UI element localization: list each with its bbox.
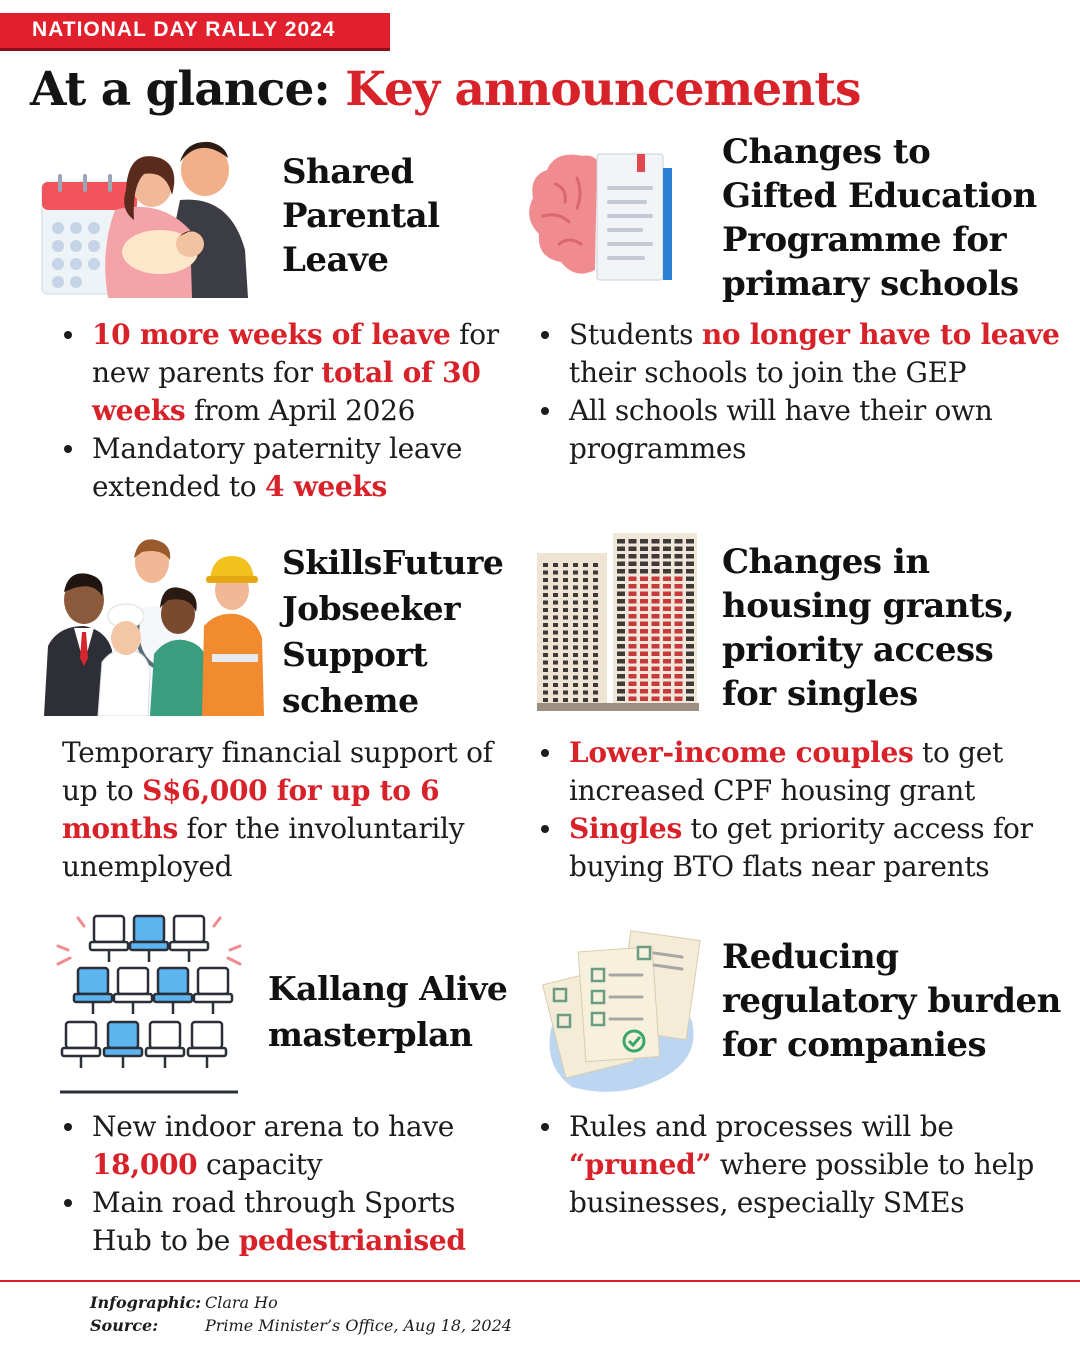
body-text-segment: Mandatory paternity leave extended to (92, 432, 463, 503)
section-title-kallang (268, 966, 507, 1058)
body-text-segment: for the involuntarily unemployed (62, 812, 465, 883)
credit-source (90, 1315, 512, 1337)
body-text-segment: to get increased CPF housing grant (569, 736, 1004, 807)
section-body-parental-leave (64, 316, 504, 506)
title-line: Parental (282, 196, 440, 236)
title-line: Kallang Alive (268, 969, 508, 1008)
title-line: housing grants, (722, 586, 1015, 626)
bullet-item (64, 1184, 504, 1260)
title-prefix: At a glance: (30, 62, 330, 117)
bullet-item (64, 1108, 504, 1184)
rally-tag-text: NATIONAL DAY RALLY 2024 (32, 18, 336, 41)
section-body-kallang (64, 1108, 504, 1260)
section-body-regulatory (541, 1108, 1061, 1222)
parents-with-baby-calendar-icon (40, 140, 255, 300)
workers-group-icon (44, 534, 269, 716)
body-text-segment: their schools to join the GEP (569, 356, 967, 389)
title-line: Shared (282, 152, 414, 192)
page-title (30, 62, 861, 117)
highlight-text: pedestrianised (238, 1224, 466, 1257)
section-body-skillsfuture (62, 734, 502, 886)
highlight-text: “pruned” (569, 1148, 712, 1181)
bullet-item (64, 316, 504, 430)
bullet-item (541, 392, 1061, 468)
body-paragraph (62, 734, 502, 886)
title-line: regulatory burden (722, 981, 1061, 1021)
body-text-segment: capacity (197, 1148, 323, 1181)
bullet-list (64, 1108, 504, 1260)
title-line: priority access (722, 630, 994, 670)
section-title-housing (722, 540, 1014, 716)
bullet-list (541, 734, 1061, 886)
checklist-documents-icon (542, 925, 702, 1095)
source-value: Prime Minister’s Office, Aug 18, 2024 (205, 1316, 512, 1335)
title-line: Programme for (722, 220, 1007, 260)
body-text-segment: to get priority access for buying BTO flats near parents (569, 812, 1033, 883)
title-line: primary schools (722, 264, 1019, 304)
highlight-text: Singles (569, 812, 682, 845)
highlight-text: S$6,000 for up to 6 months (62, 774, 440, 845)
bullet-item (541, 734, 1061, 810)
stadium-seats-icon (56, 908, 242, 1098)
body-text-segment: Temporary financial support of up to (62, 736, 493, 807)
bullet-list (541, 316, 1061, 468)
body-text-segment: where possible to help businesses, especially SMEs (569, 1148, 1034, 1219)
highlight-text: 10 more weeks of leave (92, 318, 451, 351)
highlight-text: Lower-income couples (569, 736, 914, 769)
source-label: Source: (90, 1316, 159, 1335)
title-line: Support (282, 635, 428, 674)
bullet-item (541, 810, 1061, 886)
body-text-segment: Main road through Sports Hub to be (92, 1186, 456, 1257)
title-line: for companies (722, 1025, 987, 1065)
credit-label: Infographic: (90, 1293, 202, 1312)
title-line: Jobseeker (282, 589, 461, 628)
highlight-text: no longer have to leave (701, 318, 1060, 351)
credit-value: Clara Ho (205, 1293, 278, 1312)
footer-divider (0, 1280, 1080, 1282)
bullet-item (64, 430, 504, 506)
bullet-list (541, 1108, 1061, 1222)
title-line: Changes in (722, 542, 930, 582)
hdb-blocks-icon (537, 533, 699, 711)
bullet-item (541, 1108, 1061, 1222)
highlight-text: 18,000 (92, 1148, 198, 1181)
title-line: SkillsFuture (282, 543, 504, 582)
body-text-segment: All schools will have their own programmes (569, 394, 993, 465)
title-line: Reducing (722, 937, 899, 977)
title-line: masterplan (268, 1015, 473, 1054)
section-title-regulatory (722, 935, 1061, 1067)
body-text-segment: from April 2026 (185, 394, 416, 427)
highlight-text: total of 30 weeks (92, 356, 481, 427)
section-body-gep (541, 316, 1061, 468)
section-title-parental-leave (282, 150, 440, 282)
title-line: Leave (282, 240, 389, 280)
title-line: for singles (722, 674, 918, 714)
brain-book-icon (525, 148, 680, 288)
highlight-text: 4 weeks (264, 470, 387, 503)
seat-rows (62, 916, 232, 1068)
body-text-segment: New indoor arena to have (92, 1110, 455, 1143)
section-body-housing (541, 734, 1061, 886)
bullet-list (64, 316, 504, 506)
title-line: scheme (282, 681, 419, 720)
section-title-gep (722, 130, 1037, 306)
title-line: Gifted Education (722, 176, 1037, 216)
body-text-segment: Students (569, 318, 702, 351)
title-line: Changes to (722, 132, 931, 172)
body-text-segment: Rules and processes will be (569, 1110, 954, 1143)
body-text-segment: for new parents for (92, 318, 499, 389)
credit-infographic (90, 1292, 278, 1314)
bullet-item (541, 316, 1061, 392)
section-title-skillsfuture (282, 540, 503, 724)
title-highlight: Key announcements (345, 62, 861, 117)
